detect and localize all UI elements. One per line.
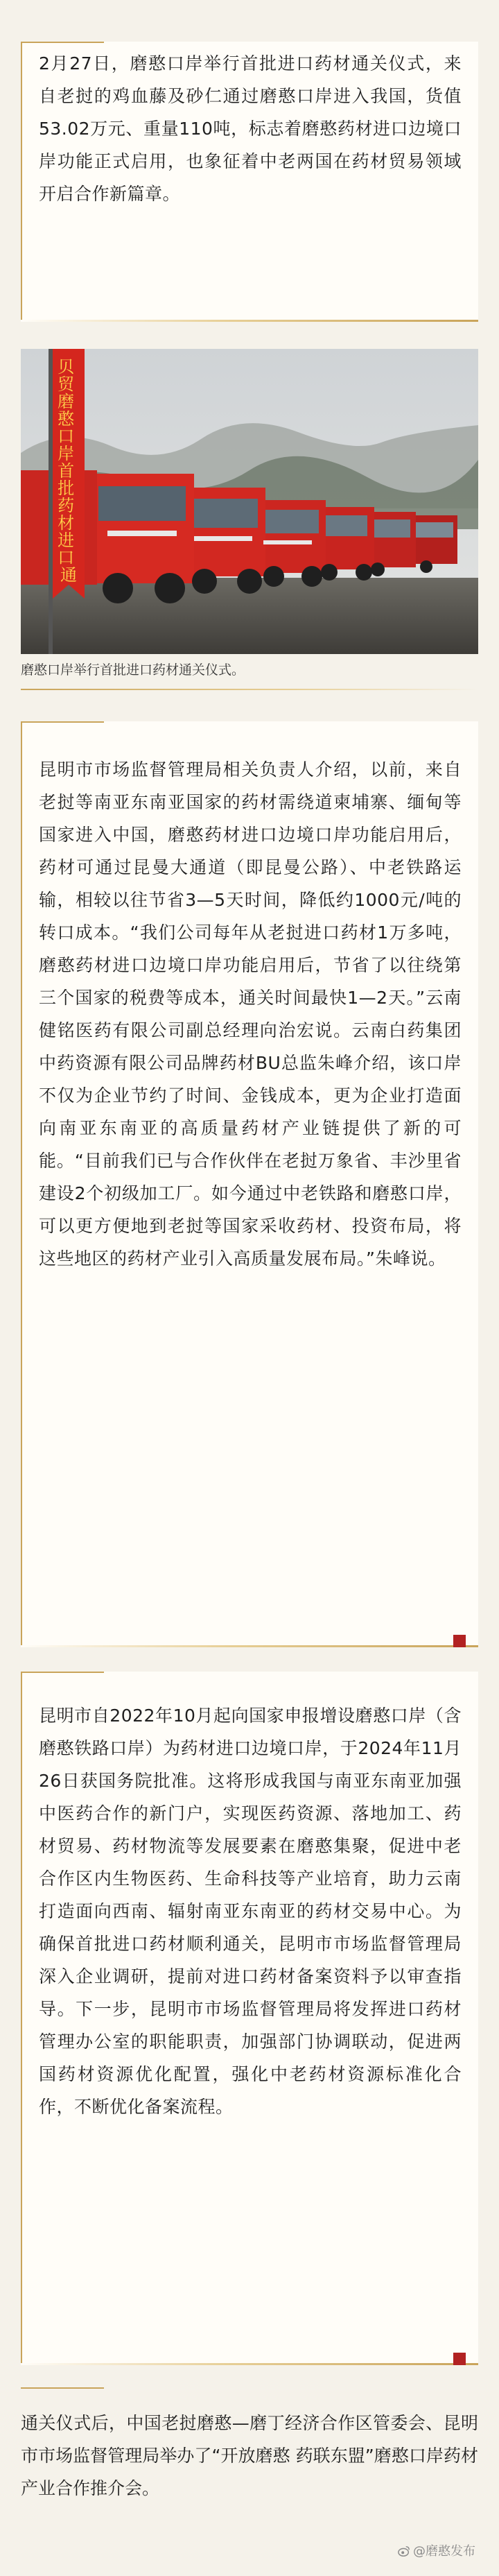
- section2-paragraph: 昆明市市场监督管理局相关负责人介绍，以前，来自老挝等南亚东南亚国家的药材需绕道柬埔寨、缅甸等国家进入中国，磨憨药材进口边境口岸功能启用后，药材可通过昆曼大通道（即昆曼公路）、中老铁路运输，相较以往节省3—5天时间，降低约1000元/吨的转口成本。“我们公司每年从老挝进口药材1万多吨，磨憨药材进口边境口岸功能启用后，节省了以往绕第三个国家的税费等成本，通关时间最快1—2天。”云南健铭医药有限公司副总经理向治宏说。云南白药集团中药资源有限公司品牌药材BU总监朱峰介绍，该口岸不仅为企业节约了时间、金钱成本，更为企业打造面向南亚东南亚的高质量药材产业链提供了新的可能。“目前我们已与合作伙伴在老挝万象省、丰沙里省建设2个初级加工厂。如今通过中老铁路和磨憨口岸，可以更方便地到老挝等国家采收药材、投资布局，将这些地区的药材产业引入高质量发展布局。”朱峰说。: [39, 759, 462, 1269]
- card-top-rule: [21, 721, 104, 723]
- section2-card: [21, 721, 478, 1647]
- caption-divider: [21, 689, 478, 690]
- truck-convoy-image: [21, 349, 478, 654]
- banner-text: 贝 贸 磨 憨 口 岸 首 批 药 材 进 口 通: [58, 357, 77, 585]
- card-top-rule: [21, 42, 104, 43]
- intro-paragraph: 2月27日，磨憨口岸举行首批进口药材通关仪式，来自老挝的鸡血藤及砂仁通过磨憨口岸进入我国，货值53.02万元、重量110吨，标志着磨憨药材进口边境口岸功能正式启用，也象征着中老两国在药材贸易领域开启合作新篇章。: [39, 53, 462, 204]
- section3-paragraph: 昆明市自2022年10月起向国家申报增设磨憨口岸（含磨憨铁路口岸）为药材进口边境口岸，于2024年11月26日获国务院批准。这将形成我国与南亚东南亚加强中医药合作的新门户，实现医药资源、落地加工、药材贸易、药材物流等发展要素在磨憨集聚，促进中老合作区内生物医药、生命科技等产业培育，助力云南打造面向西南、辐射南亚东南亚的药材交易中心。为确保首批进口药材顺利通关，昆明市市场监督管理局深入企业调研，提前对进口药材备案资料予以审查指导。下一步，昆明市市场监督管理局将发挥进口药材管理办公室的职能职责，加强部门协调联动，促进两国药材资源优化配置，强化中老药材资源标准化合作，不断优化备案流程。: [39, 1706, 462, 2117]
- red-corner-marker: [453, 2353, 466, 2365]
- customs-ceremony-photo: [21, 349, 478, 654]
- intro-card: [21, 42, 478, 322]
- card-top-rule: [21, 1672, 104, 1673]
- closing-top-rule: [21, 2387, 104, 2389]
- photo-caption: 磨憨口岸举行首批进口药材通关仪式。: [21, 662, 245, 678]
- watermark-text: @磨憨发布: [413, 2544, 475, 2559]
- section3-card: [21, 1672, 478, 2365]
- closing-paragraph: 通关仪式后，中国老挝磨憨—磨丁经济合作区管委会、昆明市市场监督管理局举办了“开放磨憨 药联东盟”磨憨口岸药材产业合作推介会。: [21, 2413, 478, 2498]
- source-watermark: [398, 2541, 475, 2559]
- red-corner-marker: [453, 1635, 466, 1647]
- weibo-icon: [398, 2545, 410, 2557]
